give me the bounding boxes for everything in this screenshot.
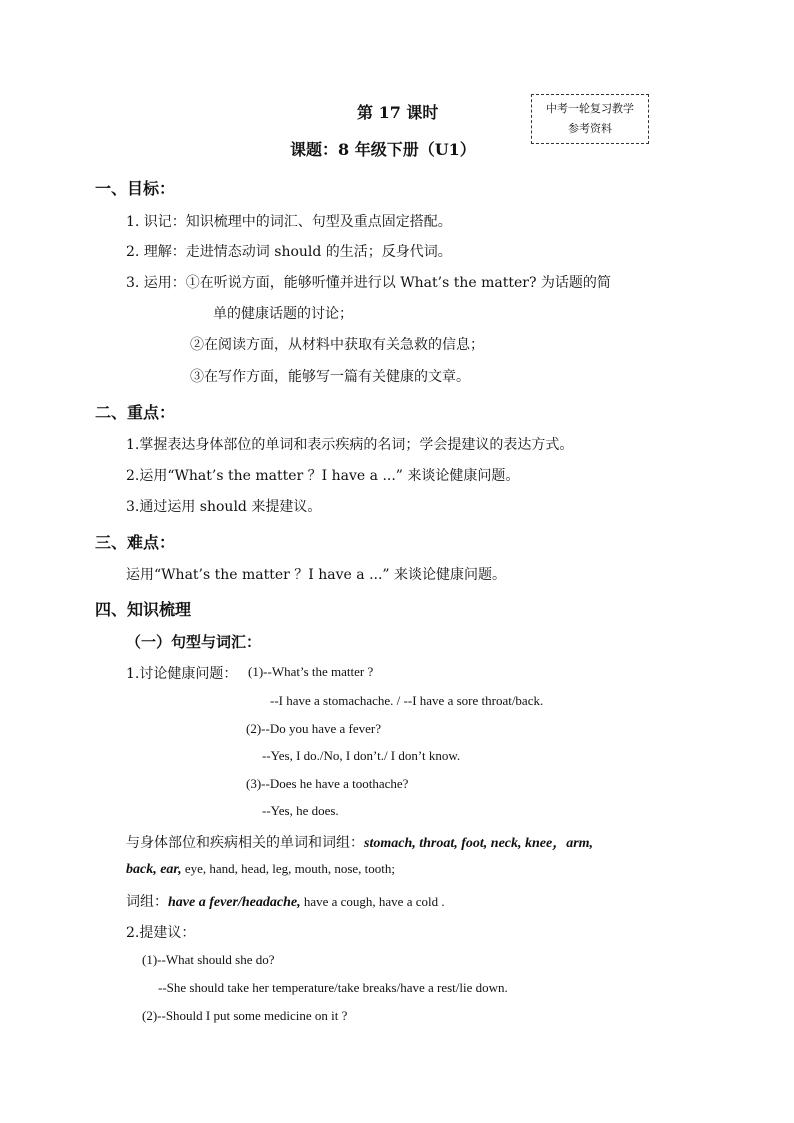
key-point-3: 3.通过运用 should 来提建议。 <box>126 499 322 515</box>
goal-item-2: 2. 理解：走进情态动词 should 的生活；反身代词。 <box>126 244 452 260</box>
key-points-heading: 二、重点： <box>95 403 176 422</box>
stamp-line-1: 中考一轮复习教学 <box>546 102 634 115</box>
dialog-2-question: (2)--Do you have a fever? <box>246 721 381 736</box>
reference-stamp <box>531 94 649 144</box>
difficulties-heading: 三、难点： <box>95 533 176 552</box>
goal-item-3-writing: ③在写作方面，能够写一篇有关健康的文章。 <box>190 369 470 385</box>
key-point-1: 1.掌握表达身体部位的单词和表示疾病的名词；学会提建议的表达方式。 <box>126 437 574 453</box>
advice-1-question: (1)--What should she do? <box>142 952 275 967</box>
dialog-3-answer: --Yes, he does. <box>262 803 339 818</box>
advice-label: 2.提建议： <box>126 925 196 941</box>
goal-item-3: 3. 运用：①在听说方面，能够听懂并进行以 What’s the matter? 为话题的简 <box>126 275 611 291</box>
difficulty-item-1: 运用“What’s the matter ？I have a ...” 来谈论健康问题。 <box>126 567 507 583</box>
dialog-3-question: (3)--Does he have a toothache? <box>246 776 409 791</box>
goal-item-1: 1. 识记：知识梳理中的词汇、句型及重点固定搭配。 <box>126 214 452 230</box>
body-words-label: 与身体部位和疾病相关的单词和词组： <box>126 835 364 851</box>
body-words-line-1 <box>126 832 593 852</box>
lesson-number: 第 17 课时 <box>357 103 439 122</box>
stamp-line-2: 参考资料 <box>568 122 612 135</box>
discuss-health-label: 1.讨论健康问题： <box>126 666 238 682</box>
dialog-1-answer: --I have a stomachache. / --I have a sore throat/back. <box>270 693 544 708</box>
advice-1-answer: --She should take her temperature/take breaks/have a rest/lie down. <box>158 980 508 995</box>
body-words-bold-2: back, ear, <box>126 862 182 877</box>
phrases-rest: have a cough, have a cold . <box>300 894 445 909</box>
phrases-label: 词组： <box>126 894 168 910</box>
phrases-bold: have a fever/headache, <box>168 895 301 910</box>
page-title: 课题：8 年级下册（U1） <box>290 140 476 159</box>
knowledge-heading: 四、知识梳理 <box>95 600 192 619</box>
goal-item-3-cont: 单的健康话题的讨论； <box>213 306 353 322</box>
body-words-rest: eye, hand, head, leg, mouth, nose, tooth; <box>181 861 395 876</box>
advice-2-question: (2)--Should I put some medicine on it ? <box>142 1008 348 1023</box>
sentence-vocab-subheading: （一）句型与词汇： <box>126 633 262 651</box>
key-point-2: 2.运用“What’s the matter ？I have a ...” 来谈论健康问题。 <box>126 468 520 484</box>
body-words-bold: stomach, throat, foot, neck, knee，arm, <box>364 836 594 851</box>
goal-item-3-reading: ②在阅读方面，从材料中获取有关急救的信息； <box>190 337 484 353</box>
phrases-line <box>126 891 445 911</box>
dialog-1-question: (1)--What’s the matter ? <box>248 664 374 679</box>
goals-heading: 一、目标： <box>95 179 176 198</box>
dialog-2-answer: --Yes, I do./No, I don’t./ I don’t know. <box>262 748 461 763</box>
body-words-line-2 <box>126 861 395 878</box>
